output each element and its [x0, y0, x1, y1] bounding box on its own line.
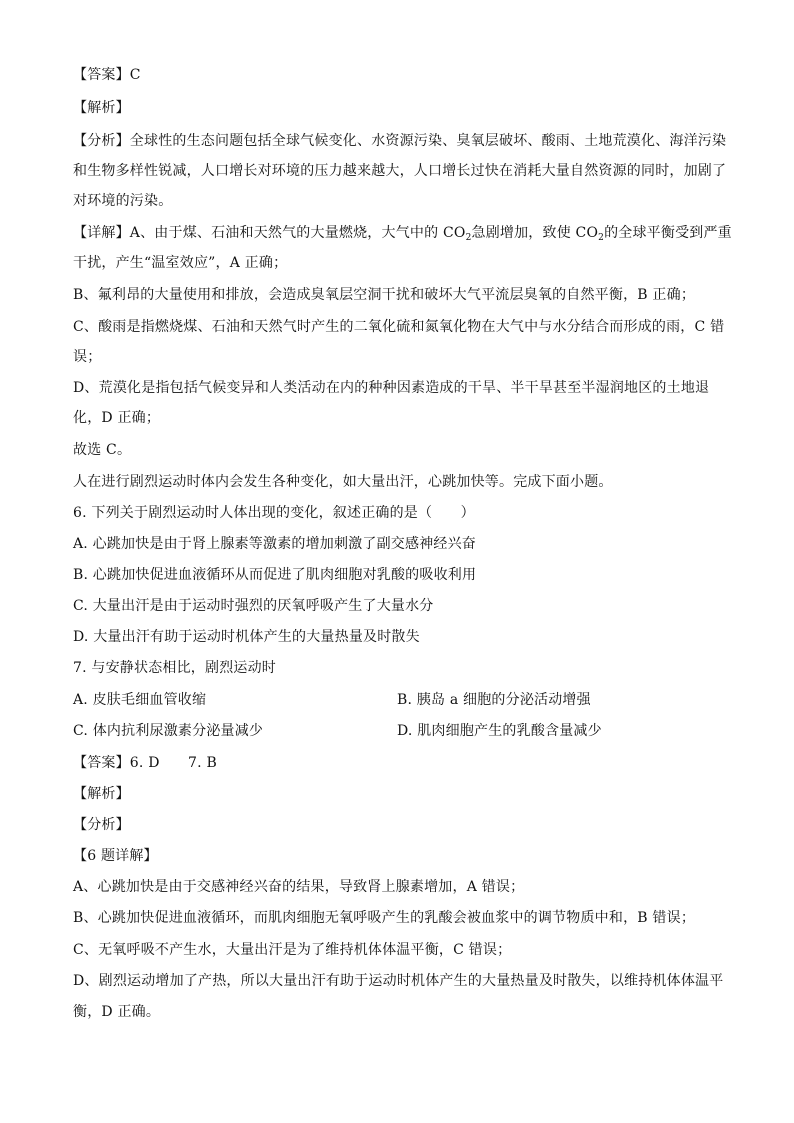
- question-6-option-c: C. 大量出汗是由于运动时强烈的厌氧呼吸产生了大量水分: [73, 598, 434, 614]
- detail-line-1: [73, 223, 732, 243]
- fenxi-line-2: 和生物多样性锐减，人口增长对环境的压力越来越大，人口增长过快在消耗大量自然资源的同时，加剧了: [73, 163, 727, 179]
- q6-detail-heading: 【6 题详解】: [73, 848, 158, 864]
- answer-line: 【答案】C: [73, 67, 141, 83]
- group-intro: 人在进行剧烈运动时体内会发生各种变化，如大量出汗，心跳加快等。完成下面小题。: [73, 474, 613, 490]
- question-6-option-b: B. 心跳加快促进血液循环从而促进了肌肉细胞对乳酸的吸收利用: [73, 567, 477, 583]
- option-c-explanation-1: C、酸雨是指燃烧煤、石油和天然气时产生的二氧化硫和氮氧化物在大气中与水分结合而形成的雨，C 错: [73, 319, 725, 335]
- fenxi-line-1: 【分析】全球性的生态问题包括全球气候变化、水资源污染、臭氧层破坏、酸雨、土地荒漠化、海洋污染: [73, 133, 727, 149]
- q6-option-d-explanation-2: 衡，D 正确。: [73, 1004, 161, 1020]
- question-6-stem: 6. 下列关于剧烈运动时人体出现的变化，叙述正确的是（ ）: [73, 505, 475, 521]
- option-d-explanation-1: D、荒漠化是指包括气候变异和人类活动在内的种种因素造成的干旱、半干旱甚至半湿润地区的土地退: [73, 380, 710, 396]
- subscript-2: 2: [465, 233, 472, 243]
- question-7-option-d: D. 肌肉细胞产生的乳酸含量减少: [397, 723, 602, 739]
- detail-text-a: 【详解】A、由于煤、石油和天然气的大量燃烧，大气中的 CO: [73, 225, 466, 241]
- option-c-explanation-2: 误；: [73, 349, 102, 365]
- option-b-explanation: B、氟利昂的大量使用和排放，会造成臭氧层空洞干扰和破坏大气平流层臭氧的自然平衡，B 正确；: [73, 287, 696, 303]
- detail-line-2: 干扰，产生“温室效应”，A 正确；: [73, 255, 288, 271]
- question-6-option-a: A. 心跳加快是由于肾上腺素等激素的增加刺激了副交感神经兴奋: [73, 536, 477, 552]
- analysis-heading: 【解析】: [73, 100, 130, 116]
- fenxi-line-3: 对环境的污染。: [73, 193, 173, 209]
- q6-option-a-explanation: A、心跳加快是由于交感神经兴奋的结果，导致肾上腺素增加，A 错误；: [73, 879, 525, 895]
- fenxi-heading: 【分析】: [73, 817, 130, 833]
- q6-option-d-explanation-1: D、剧烈运动增加了产热，所以大量出汗有助于运动时机体产生的大量热量及时散失，以维持机体体温平: [73, 973, 724, 989]
- option-d-explanation-2: 化，D 正确；: [73, 410, 161, 426]
- question-6-option-d: D. 大量出汗有助于运动时机体产生的大量热量及时散失: [73, 629, 420, 645]
- answers-6-7-line: 【答案】6. D 7. B: [73, 755, 217, 771]
- question-7-stem: 7. 与安静状态相比，剧烈运动时: [73, 660, 277, 676]
- detail-text-b: 急剧增加，致使 CO: [471, 225, 599, 241]
- question-7-option-a: A. 皮肤毛细血管收缩: [73, 692, 207, 708]
- q6-option-b-explanation: B、心跳加快促进血液循环，而肌肉细胞无氧呼吸产生的乳酸会被血浆中的调节物质中和，B 错误；: [73, 910, 696, 926]
- conclusion-line: 故选 C。: [73, 442, 132, 458]
- analysis-heading-2: 【解析】: [73, 786, 130, 802]
- q6-option-c-explanation: C、无氧呼吸不产生水，大量出汗是为了维持机体体温平衡，C 错误；: [73, 942, 512, 958]
- subscript-2: 2: [598, 233, 605, 243]
- question-7-option-c: C. 体内抗利尿激素分泌量减少: [73, 723, 264, 739]
- question-7-option-b: B. 胰岛 a 细胞的分泌活动增强: [397, 692, 591, 708]
- detail-text-c: 的全球平衡受到严重: [604, 225, 732, 241]
